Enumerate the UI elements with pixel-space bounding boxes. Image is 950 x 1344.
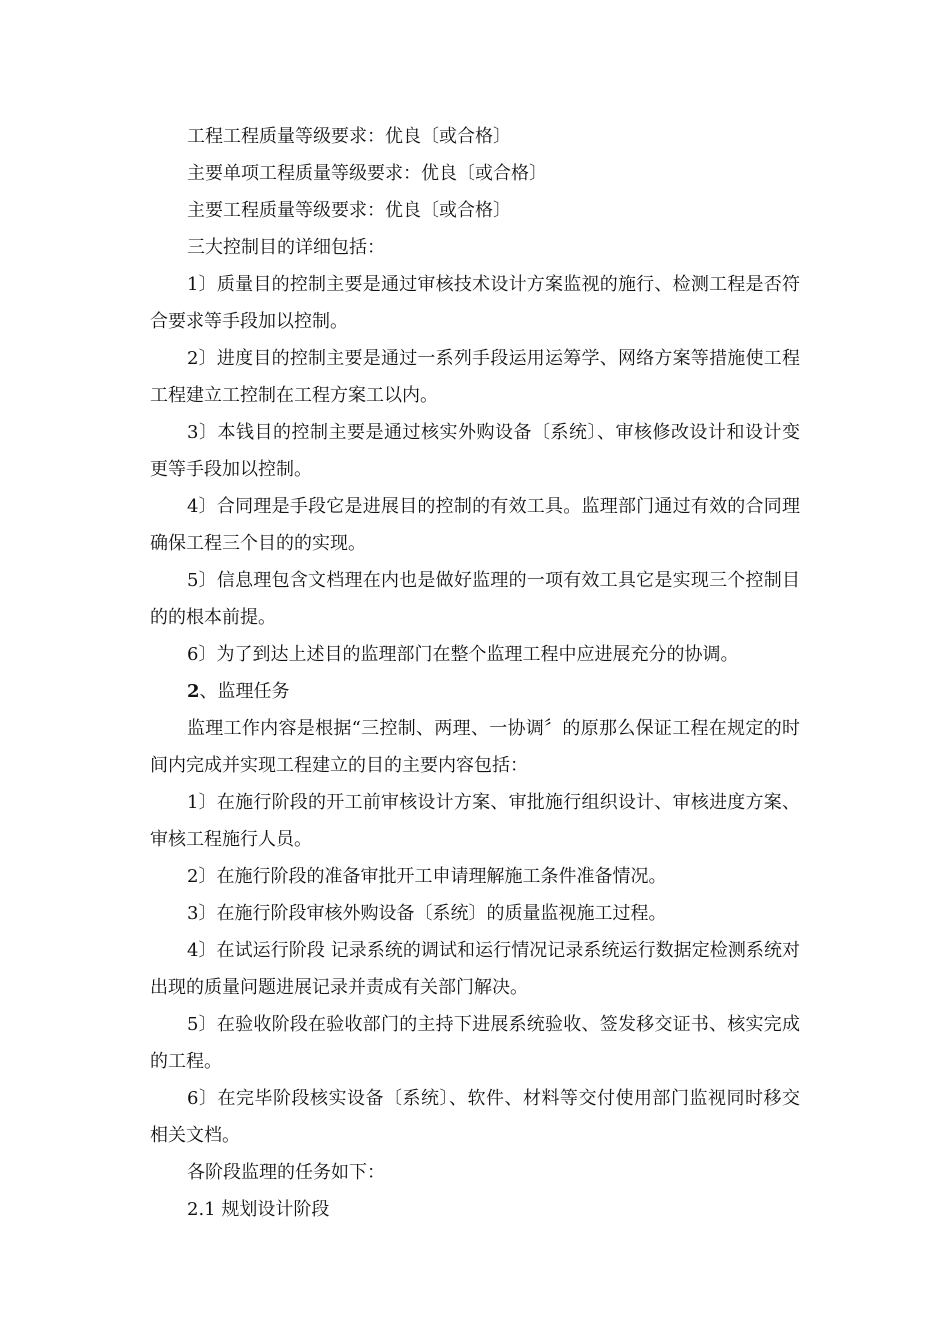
- paragraph-task-5: 5〕在验收阶段在验收部门的主持下进展系统验收、签发移交证书、核实完成的工程。: [150, 1014, 800, 1072]
- paragraph-task-6: 6〕在完毕阶段核实设备〔系统〕、软件、材料等交付使用部门监视同时移交相关文档。: [150, 1088, 800, 1146]
- paragraph-main-item-quality: 主要单项工程质量等级要求：优良〔或合格〕: [187, 163, 547, 184]
- paragraph-task-3: 3〕在施行阶段审核外购设备〔系统〕的质量监视施工过程。: [187, 903, 667, 924]
- paragraph-stage-tasks: 各阶段监理的任务如下：: [187, 1162, 385, 1183]
- document-body: [150, 118, 800, 1228]
- paragraph-task-intro: 监理工作内容是根据“三控制、两理、一协调〞的原那么保证工程在规定的时间内完成并实现工程建立的目的主要内容包括：: [150, 718, 800, 776]
- paragraph-control-1: 1〕质量目的控制主要是通过审核技术设计方案监视的施行、检测工程是否符合要求等手段加以控制。: [150, 274, 800, 332]
- paragraph-control-6: 6〕为了到达上述目的监理部门在整个监理工程中应进展充分的协调。: [187, 644, 739, 665]
- paragraph-control-3: 3〕本钱目的控制主要是通过核实外购设备〔系统〕、审核修改设计和设计变更等手段加以控制。: [150, 422, 800, 480]
- paragraph-task-1: 1〕在施行阶段的开工前审核设计方案、审批施行组织设计、审核进度方案、审核工程施行人员。: [150, 792, 800, 850]
- paragraph-quality-level: 工程工程质量等级要求：优良〔或合格〕: [187, 126, 511, 147]
- section-heading: [150, 673, 800, 710]
- paragraph-control-2: 2〕进度目的控制主要是通过一系列手段运用运筹学、网络方案等措施使工程工程建立工控制在工程方案工以内。: [150, 348, 800, 406]
- paragraph-three-controls-intro: 三大控制目的详细包括：: [187, 237, 385, 258]
- section-number: 2: [187, 681, 200, 702]
- paragraph-task-2: 2〕在施行阶段的准备审批开工申请理解施工条件准备情况。: [187, 866, 667, 887]
- paragraph-main-project-quality: 主要工程质量等级要求：优良〔或合格〕: [187, 200, 511, 221]
- section-title: 、监理任务: [199, 681, 290, 702]
- paragraph-task-4: 4〕在试运行阶段 记录系统的调试和运行情况记录系统运行数据定检测系统对出现的质量问题进展记录并责成有关部门解决。: [150, 940, 800, 998]
- subsection-heading: 2.1 规划设计阶段: [187, 1199, 330, 1220]
- paragraph-control-5: 5〕信息理包含文档理在内也是做好监理的一项有效工具它是实现三个控制目的的根本前提。: [150, 570, 800, 628]
- paragraph-control-4: 4〕合同理是手段它是进展目的控制的有效工具。监理部门通过有效的合同理确保工程三个目的的实现。: [150, 496, 800, 554]
